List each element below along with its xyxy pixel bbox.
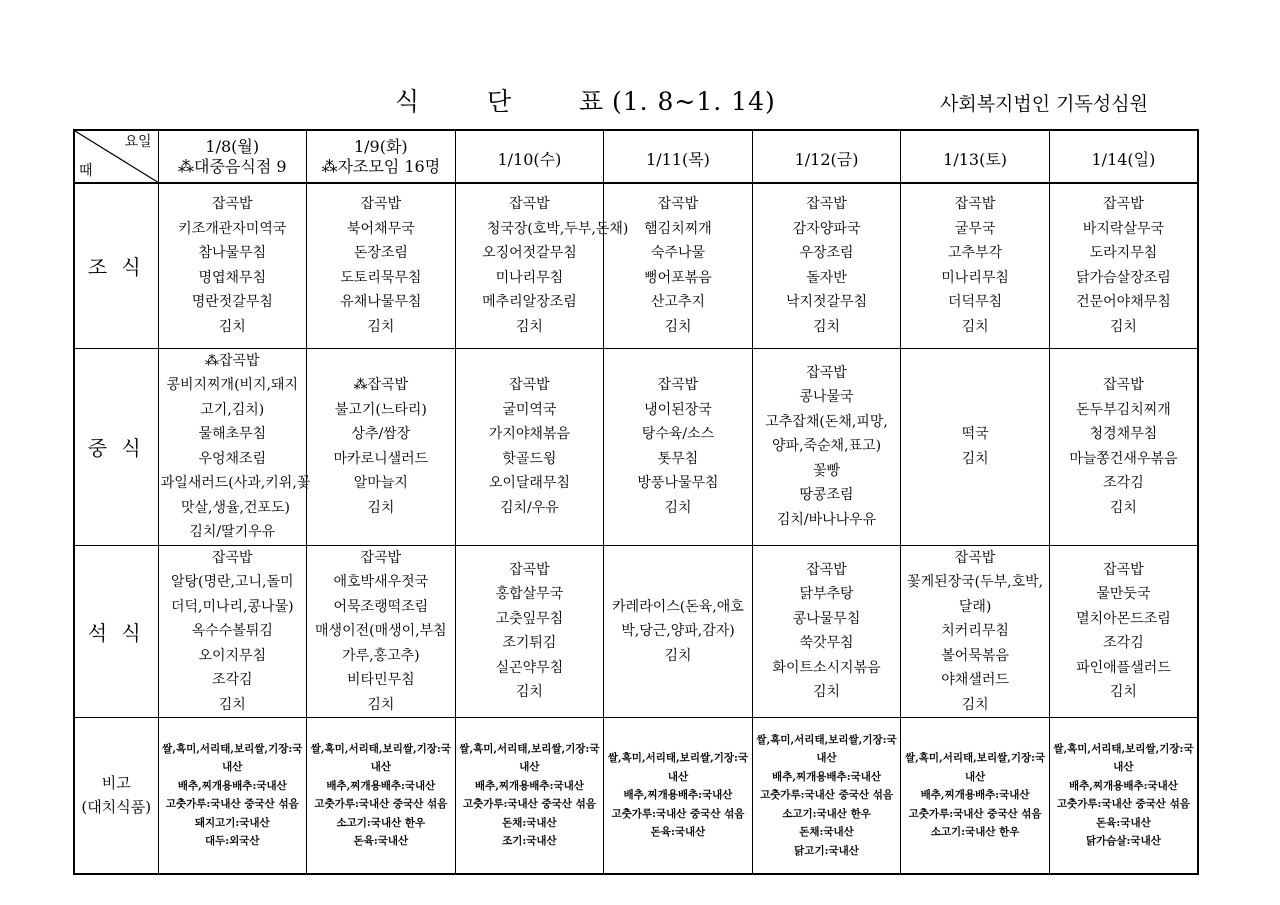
origin-note: 돈채:국내산	[799, 826, 854, 838]
menu-item: 키조개관자미역국	[178, 220, 287, 237]
menu-item: 잡곡밥	[509, 377, 550, 393]
menu-cell	[158, 545, 307, 718]
menu-item: 마카로니샐러드	[333, 450, 429, 467]
menu-item: 메추리알장조림	[482, 294, 577, 311]
menu-item: 볼어묵볶음	[941, 647, 1009, 664]
lunch-row	[74, 348, 1198, 545]
menu-item: 잡곡밥	[657, 196, 699, 213]
menu-item: 방풍나물무침	[637, 475, 719, 491]
menu-cell	[752, 348, 901, 545]
menu-item: 꽃빵	[813, 462, 841, 479]
menu-cell	[604, 545, 753, 718]
origin-note-cell	[1049, 718, 1198, 874]
day-date: 1/10(수)	[497, 149, 562, 169]
menu-item: 꽃게된장국(두부,호박,달래)	[907, 574, 1044, 615]
organization-name: 사회복지법인 기독성심원	[940, 93, 1148, 115]
menu-item: 건문어야채무침	[1076, 294, 1171, 311]
menu-item: 탕수육/소스	[641, 426, 715, 442]
meal-label: 조 식	[74, 183, 158, 348]
menu-item: 야채샐러드	[941, 672, 1009, 688]
day-header	[752, 130, 901, 183]
menu-item: 잡곡밥	[211, 196, 253, 213]
menu-item: 잡곡밥	[509, 561, 550, 578]
menu-item: 멸치아몬드조림	[1076, 610, 1171, 627]
origin-note-cell	[752, 718, 901, 874]
origin-note: 돈채:국내산	[502, 816, 557, 829]
menu-cell	[455, 183, 629, 348]
menu-item: 실곤약무침	[495, 659, 564, 676]
menu-item: 유채나물무침	[340, 294, 422, 311]
title-date-range: (1. 8~1. 14)	[611, 87, 776, 116]
menu-cell	[307, 545, 456, 718]
menu-cell	[901, 545, 1050, 718]
menu-item: 어묵조랭떡조림	[333, 598, 429, 615]
origin-note: 소고기:국내산 한우	[930, 826, 1020, 838]
menu-item: 물만둣국	[1096, 586, 1151, 603]
menu-item: 알탕(명란,고니,돌미더덕,미나리,콩나물)	[171, 574, 294, 615]
menu-item: 닭부추탕	[799, 586, 854, 603]
origin-note: 배추,찌개용배추:국내산	[623, 789, 733, 801]
menu-item: 떡국	[961, 426, 989, 442]
menu-item: 쑥갓무침	[799, 635, 854, 652]
origin-note: 쌀,흑미,서리태,보리쌀,기장:국내산	[1053, 742, 1194, 774]
day-date: 1/8(월)	[205, 136, 260, 156]
meal-label: 중 식	[74, 348, 158, 545]
origin-note: 돈육:국내산	[1096, 816, 1151, 829]
menu-item: 김치	[1109, 684, 1137, 701]
menu-item: 김치	[961, 318, 989, 335]
menu-item: 잡곡밥	[211, 549, 253, 566]
menu-cell	[455, 348, 604, 545]
origin-note: 돈육:국내산	[353, 835, 409, 848]
day-date: 1/11(목)	[646, 149, 710, 169]
day-header	[1049, 130, 1198, 183]
menu-item: 잡곡밥	[954, 549, 996, 566]
menu-item: 더덕무침	[948, 294, 1003, 311]
menu-item: 명엽채무침	[198, 269, 267, 286]
menu-item: 잡곡밥	[806, 561, 847, 578]
menu-item: 김치	[1109, 318, 1137, 335]
menu-item: 고추부각	[948, 245, 1003, 262]
menu-item: 김치	[218, 696, 246, 713]
menu-item: 상추/쌈장	[351, 426, 411, 442]
day-date: 1/14(일)	[1091, 149, 1156, 169]
day-header	[604, 130, 753, 183]
menu-item: 굴미역국	[502, 401, 557, 418]
menu-cell	[158, 348, 311, 545]
origin-note: 고춧가루:국내산 중국산 섞음	[165, 798, 299, 811]
day-note: ⁂자조모임 16명	[321, 156, 441, 176]
menu-item: 핫골드윙	[502, 450, 557, 467]
menu-item: 잡곡밥	[1103, 196, 1144, 213]
menu-cell	[158, 183, 307, 348]
menu-item: 잡곡밥	[806, 196, 847, 213]
meal-label: 석 식	[74, 545, 158, 718]
origin-note: 쌀,흑미,서리태,보리쌀,기장:국내산	[162, 742, 303, 774]
menu-item: 김치	[367, 499, 395, 516]
origin-note: 고춧가루:국내산 중국산 섞음	[760, 789, 893, 801]
menu-item: 냉이된장국	[644, 401, 712, 418]
origin-note: 닭고기:국내산	[794, 844, 859, 857]
menu-item: 잡곡밥	[806, 364, 847, 381]
menu-item: 닭가슴살장조림	[1076, 269, 1171, 286]
menu-item: 잡곡밥	[360, 549, 402, 566]
corner-meal-label: 때	[79, 163, 93, 179]
menu-item: ⁂잡곡밥	[204, 352, 260, 369]
notes-sublabel: (대치식품)	[81, 798, 152, 817]
menu-item: 김치	[664, 499, 692, 516]
weekly-menu-table	[73, 129, 1199, 875]
menu-item: 잡곡밥	[657, 377, 699, 393]
menu-item: 조각김	[1103, 635, 1144, 652]
menu-item: 마늘쫑건새우볶음	[1069, 450, 1178, 467]
corner-cell	[74, 130, 158, 183]
day-date: 1/12(금)	[794, 149, 859, 169]
menu-item: 도토리묵무침	[340, 269, 422, 286]
origin-note: 배추,찌개용배추:국내산	[177, 779, 287, 792]
menu-item: 매생이전(매생이,부침가루,홍고추)	[315, 623, 447, 664]
menu-item: 김치	[218, 318, 246, 335]
dinner-row	[74, 545, 1198, 718]
menu-cell	[901, 348, 1050, 545]
menu-cell	[1049, 348, 1198, 545]
menu-item: 김치	[664, 647, 692, 664]
menu-item: 조기튀김	[502, 635, 557, 652]
origin-note: 대두:외국산	[204, 835, 260, 848]
menu-item: 김치	[813, 318, 841, 335]
notes-row	[74, 718, 1198, 874]
menu-cell	[752, 183, 901, 348]
menu-item: 톳무침	[657, 450, 699, 467]
menu-item: 과일새러드(사과,키위,꽃맛살,생율,건포도)	[160, 475, 311, 516]
menu-cell	[307, 183, 456, 348]
menu-item: 김치	[813, 684, 841, 701]
menu-item: 조각김	[211, 672, 253, 688]
title-char-1: 식	[395, 87, 421, 116]
origin-note: 쌀,흑미,서리태,보리쌀,기장:국내산	[607, 752, 749, 783]
menu-item: 불고기(느타리)	[334, 401, 427, 418]
menu-item: 땅콩조림	[799, 487, 854, 504]
breakfast-row	[74, 183, 1198, 348]
menu-item: 김치	[961, 696, 989, 713]
menu-item: 김치	[1109, 499, 1137, 516]
menu-item: 콩나물무침	[792, 610, 861, 627]
menu-item: 우장조림	[799, 245, 854, 262]
menu-item: 북어채무국	[347, 220, 415, 237]
meal-label	[74, 718, 158, 874]
menu-item: 고추잡채(돈채,피망,양파,죽순채,표고)	[765, 413, 888, 455]
notes-label: 비고	[101, 774, 131, 793]
menu-item: 김치/딸기우유	[189, 524, 276, 540]
menu-item: 김치	[367, 318, 395, 335]
menu-item: 바지락살무국	[1082, 220, 1165, 237]
menu-item: 산고추지	[650, 294, 706, 311]
menu-cell	[1049, 183, 1198, 348]
menu-item: 청국장(호박,두부,돈채)	[486, 220, 629, 237]
menu-item: 물해초무침	[198, 426, 267, 442]
origin-note: 고춧가루:국내산 중국산 섞음	[611, 807, 745, 820]
menu-item: 치커리무침	[941, 623, 1009, 639]
origin-note: 쌀,흑미,서리태,보리쌀,기장:국내산	[904, 752, 1046, 783]
menu-item: 청경채무침	[1089, 426, 1158, 442]
origin-note-cell	[158, 718, 307, 874]
menu-item: 조각김	[1103, 475, 1144, 491]
day-header	[158, 130, 307, 183]
menu-item: 숙주나물	[650, 245, 706, 262]
day-header	[307, 130, 456, 183]
day-header	[455, 130, 604, 183]
menu-item: 화이트소시지볶음	[772, 659, 881, 676]
origin-note: 돈육:국내산	[650, 826, 706, 838]
menu-item: 미나리무침	[941, 269, 1009, 286]
menu-item: 뻥어포볶음	[644, 269, 712, 286]
menu-item: 파인애플샐러드	[1076, 659, 1171, 676]
menu-item: 돌자반	[806, 269, 847, 286]
origin-note: 소고기:국내산 한우	[782, 807, 871, 820]
menu-item: 김치	[515, 318, 543, 335]
menu-item: 알마늘지	[353, 475, 408, 491]
menu-item: 옥수수볼튀김	[191, 623, 273, 639]
day-date: 1/9(화)	[353, 136, 408, 156]
menu-item: 낙지젓갈무침	[785, 294, 868, 311]
origin-note-cell	[901, 718, 1050, 874]
menu-item: 오징어젓갈무침	[482, 245, 577, 262]
origin-note: 배추,찌개용배추:국내산	[920, 789, 1030, 801]
origin-note: 배추,찌개용배추:국내산	[326, 779, 436, 792]
menu-item: 비타민무침	[347, 672, 415, 688]
title-char-2: 단	[487, 87, 513, 116]
origin-note: 소고기:국내산 한우	[336, 816, 426, 829]
menu-item: 잡곡밥	[360, 196, 402, 213]
menu-item: 김치	[664, 318, 692, 335]
menu-item: 김치/바나나우유	[776, 511, 877, 528]
menu-item: 명란젓갈무침	[191, 294, 273, 311]
menu-item: 감자양파국	[792, 220, 861, 237]
origin-note-cell	[604, 718, 753, 874]
menu-item: 콩비지찌개(비지,돼지고기,김치)	[166, 377, 299, 418]
origin-note: 고춧가루:국내산 중국산 섞음	[314, 798, 448, 811]
origin-note: 조기:국내산	[502, 835, 557, 848]
menu-item: 오이지무침	[198, 647, 267, 664]
menu-item: 잡곡밥	[509, 196, 550, 213]
menu-item: 김치	[367, 696, 395, 713]
menu-cell	[901, 183, 1050, 348]
menu-cell	[604, 183, 753, 348]
menu-item: 콩나물국	[799, 389, 854, 406]
origin-note: 고춧가루:국내산 중국산 섞음	[462, 798, 596, 811]
menu-cell	[307, 348, 456, 545]
origin-note: 고춧가루:국내산 중국산 섞음	[908, 807, 1042, 820]
day-header	[901, 130, 1050, 183]
menu-item: 돈장조림	[353, 245, 408, 262]
menu-item: 홍합살무국	[495, 586, 564, 603]
menu-cell	[1049, 545, 1198, 718]
origin-note: 고춧가루:국내산 중국산 섞음	[1056, 798, 1190, 811]
menu-cell	[604, 348, 753, 545]
menu-item: 잡곡밥	[1103, 377, 1144, 393]
menu-item: 김치	[961, 450, 989, 467]
menu-item: 애호박새우젓국	[333, 574, 429, 590]
origin-note: 돼지고기:국내산	[194, 816, 270, 829]
origin-note: 배추,찌개용배추:국내산	[474, 779, 584, 792]
corner-day-label: 요일	[124, 134, 152, 150]
menu-item: 오이달래무침	[488, 475, 570, 491]
origin-note: 쌀,흑미,서리태,보리쌀,기장:국내산	[310, 742, 451, 774]
day-date: 1/13(토)	[943, 149, 1008, 169]
menu-item: 참나물무침	[198, 245, 267, 262]
menu-item: 굴무국	[954, 220, 996, 237]
menu-item: 김치	[515, 684, 543, 701]
origin-note: 배추,찌개용배추:국내산	[772, 770, 882, 783]
page-title	[395, 82, 776, 118]
header-row	[74, 130, 1198, 183]
menu-item: 잡곡밥	[1103, 561, 1144, 578]
menu-item: 돈두부김치찌개	[1076, 401, 1171, 418]
origin-note: 닭가슴살:국내산	[1085, 835, 1161, 848]
menu-cell	[455, 545, 604, 718]
menu-item: 미나리무침	[495, 269, 564, 286]
menu-item: 햄김치찌개	[644, 220, 712, 237]
menu-item: 우엉채조림	[198, 450, 267, 467]
menu-cell	[752, 545, 901, 718]
title-char-3: 표	[579, 87, 605, 116]
menu-item: ⁂잡곡밥	[353, 377, 409, 393]
day-note: ⁂대중음식점 9	[178, 156, 287, 176]
menu-item: 김치/우유	[499, 499, 559, 516]
menu-item: 고춧잎무침	[495, 610, 564, 627]
menu-item: 잡곡밥	[954, 196, 996, 213]
origin-note: 쌀,흑미,서리태,보리쌀,기장:국내산	[459, 742, 600, 774]
origin-note-cell	[307, 718, 456, 874]
menu-item: 가지야채볶음	[488, 426, 570, 442]
origin-note: 배추,찌개용배추:국내산	[1068, 779, 1178, 792]
origin-note: 쌀,흑미,서리태,보리쌀,기장:국내산	[756, 733, 897, 764]
origin-note-cell	[455, 718, 604, 874]
menu-item: 도라지무침	[1089, 245, 1158, 262]
menu-item: 카레라이스(돈육,애호박,당근,양파,감자)	[612, 598, 744, 639]
